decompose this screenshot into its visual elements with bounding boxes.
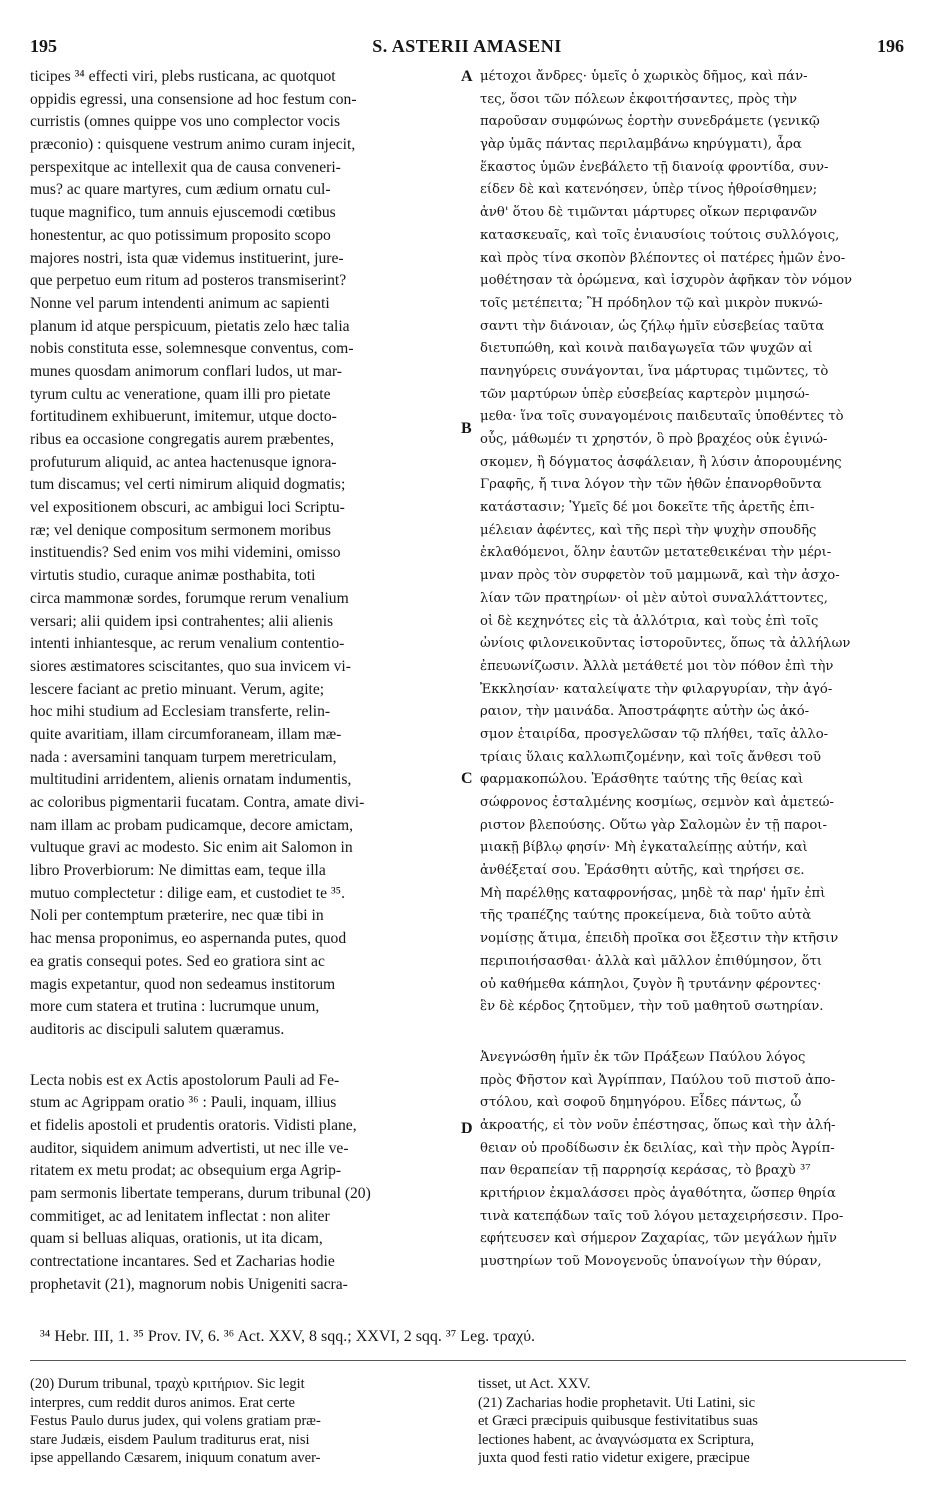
note-line: (20) Durum tribunal, τραχὺ κριτήριον. Sic legit — [30, 1376, 305, 1392]
greek-text-line: μέτοχοι ἄνδρες· ὑμεῖς ὁ χωρικὸς δῆμος, καὶ πάν- — [480, 69, 808, 84]
margin-letter-c: C — [461, 770, 473, 787]
greek-text-line: Γραφῆς, ἤ τινα λόγον τὴν τῶν ἠθῶν ἐπανορθοῦντα — [480, 477, 822, 493]
latin-text-line: intenti inhiantesque, ac rerum venalium contentio- — [30, 635, 345, 653]
latin-text-line: mutuo complectetur : dilige eam, et custodiet te ³⁵. — [30, 884, 345, 902]
latin-block-2 — [30, 1070, 455, 1297]
latin-text-line: oppidis egressi, una consensione ad hoc festum con- — [30, 90, 357, 108]
greek-text-line: Ἀνεγνώσθη ἡμῖν ἐκ τῶν Πράξεων Παύλου λόγος — [480, 1049, 806, 1065]
latin-text-line: magis expetantur, quod non sedeamus institorum — [30, 975, 336, 993]
greek-text-line: κατασκευαῖς, καὶ τοῖς ἐνιαυσίοις τούτοις συλλόγοις, — [480, 227, 840, 243]
greek-text-line: οὖς, μάθωμέν τι χρηστόν, ὃ πρὸ βραχέος οὐκ ἐγινώ- — [480, 432, 828, 447]
greek-text-line: σώφρονος ἐσταλμένης κοσμίως, σεμνὸν καὶ ἀμετεώ- — [480, 795, 834, 810]
latin-text-line: vultuque gravi ac modesto. Sic enim ait Salomon in — [30, 839, 353, 857]
greek-text-line: ὠνίοις φιλονεικοῦντας ἱστοροῦντες, ὅπως τὰ ἀλλήλων — [480, 636, 851, 652]
margin-letter-a: A — [461, 68, 473, 85]
latin-text-line: munes quosdam animorum conflari ludos, ut mar- — [30, 362, 342, 380]
margin-letter-d: D — [461, 1120, 473, 1137]
greek-text-line: μέλειαν ἀφέντες, καὶ τῆς περὶ τὴν ψυχὴν σπουδῆς — [480, 522, 817, 538]
footnote-rule — [30, 1360, 906, 1361]
greek-text-line: Ἐκκλησίαν· καταλείψατε τὴν φιλαργυρίαν, τὴν ἀγό- — [480, 681, 833, 697]
footnote-references: ³⁴ Hebr. III, 1. ³⁵ Prov. IV, 6. ³⁶ Act. XXV, 8 sqq.; XXVI, 2 sqq. ³⁷ Leg. τραχύ. — [40, 1328, 535, 1345]
greek-text-line: τῶν μαρτύρων ὑπὲρ εὐσεβείας καρτερὸν μιμησώ- — [480, 386, 810, 402]
greek-text-line: ἀνθ' ὅτου δὲ τιμῶνται μάρτυρες οἴκων περιφανῶν — [480, 205, 818, 221]
latin-text-line: pam sermonis libertate temperans, durum tribunal (20) — [30, 1185, 371, 1202]
latin-text-line: Noli per contemptum præterire, nec quæ tibi in — [30, 907, 324, 925]
greek-text-line: οὐ καθήμεθα κάπηλοι, ζυγὸν ἢ τρυτάνην φέροντες· — [480, 976, 822, 992]
greek-text-line: τινὰ κατεπᾴδων ταῖς τοῦ λόγου μεταχειρήσεσιν. Προ- — [480, 1208, 844, 1224]
latin-text-line: ræ; vel denique compositum sermonem moribus — [30, 521, 332, 539]
greek-text-line: ριστον βλεπούσης. Οὕτω γὰρ Σαλομὼν ἐν τῇ παροι- — [480, 817, 827, 833]
latin-text-line: prophetavit (21), magnorum nobis Unigeniti sacra- — [30, 1275, 348, 1293]
greek-text-line: τοῖς μετέπειτα; Ἢ πρόδηλον τῷ καὶ μικρὸν πυκνώ- — [480, 295, 823, 311]
running-title: S. ASTERII AMASENI — [372, 36, 562, 56]
greek-text-line: οἱ δὲ κεχηνότες εἰς τὰ ἀλλότρια, καὶ τοὺς ἐπὶ τοῖς — [480, 613, 819, 629]
greek-text-line: εφήτευσεν καὶ σήμερον Ζαχαρίας, τῶν μεγάλων ἡμῖν — [480, 1231, 837, 1247]
latin-text-line: libro Proverbiorum: Ne dimittas eam, teque illa — [30, 862, 326, 880]
latin-text-line: vel expositionem obscuri, ac ambigui loci Scriptu- — [30, 499, 345, 517]
greek-text-line: σμον ἑταιρίδα, προσγελῶσαν τῷ πλήθει, ταῖς ἀλλο- — [480, 726, 829, 742]
page-number-left: 195 — [30, 36, 57, 56]
greek-text-line: ἀκροατής, εἰ τὸν νοῦν ἐπέστησας, ὅπως καὶ τὴν ἀλή- — [480, 1117, 836, 1133]
editor-notes-right — [478, 1375, 906, 1468]
latin-text-line: ea gratis consequi potes. Sed eo gratiora sint ac — [30, 952, 325, 970]
greek-column — [480, 66, 906, 1274]
greek-text-line: σαντι τὴν διάνοιαν, ὡς ζήλῳ ἡμῖν εὐσεβείας ταῦτα — [480, 318, 825, 334]
latin-text-line: fortitudinem exhibuerunt, imitemur, utque docto- — [30, 408, 337, 426]
greek-text-line: μναν πρὸς τὸν συρφετὸν τοῦ μαμμωνᾶ, καὶ τὴν ἀσχο- — [480, 568, 840, 584]
note-line: stare Judæis, eisdem Paulum traditurus erat, nisi — [30, 1431, 310, 1448]
greek-text-line: μεθα· ἵνα τοῖς συναγομένοις παιδευταῖς ὑποθέντες τὸ — [480, 409, 844, 425]
note-line: ipse appellando Cæsarem, iniquum conatum aver- — [30, 1450, 321, 1466]
greek-text-line: ἓν δὲ κέρδος ζητοῦμεν, τὴν τοῦ μαθητοῦ σωτηρίαν. — [480, 999, 824, 1015]
latin-text-line: auditoris ac discipuli salutem quæramus. — [30, 1020, 285, 1038]
latin-text-line: honestentur, ac quo potissimum proposito scopo — [30, 226, 331, 244]
greek-text-line: μιακῇ βίβλῳ φησίν· Μὴ ἐγκαταλείπῃς αὐτήν, καὶ — [480, 840, 808, 856]
latin-text-line: mus? ac quare martyres, cum ædium ornatu cul- — [30, 181, 331, 199]
latin-text-line: hac mensa proponimus, eo aspernanda putes, quod — [30, 930, 347, 948]
greek-text-line: καὶ πρὸς τίνα σκοπὸν βλέποντες οἱ πατέρες ἡμῶν ἐνο- — [480, 250, 846, 266]
latin-text-line: et fidelis apostoli et prudentis oratoris. Vidisti plane, — [30, 1116, 357, 1134]
latin-text-line: tuque magnifico, tum annuis ejuscemodi cœtibus — [30, 204, 336, 222]
greek-text-line: ἀνθέξεταί σου. Ἐράσθητι αὐτῆς, καὶ τηρήσει σε. — [480, 863, 805, 879]
note-line: lectiones habent, ac ἀναγνώσματα ex Scriptura, — [478, 1431, 755, 1448]
greek-text-line: τρίαις ὕλαις καλλωπιζομένην, καὶ τοῖς ἄνθεσι τοῦ — [480, 749, 821, 765]
greek-text-line: γὰρ ὑμᾶς πάντας περιλαμβάνω κηρύγματι), ἆρα — [480, 137, 802, 153]
greek-text-line: πανηγύρεις συνάγονται, ἵνα μάρτυρας τιμῶντες, τὸ — [480, 363, 829, 379]
greek-text-line: παν θεραπείαν τῇ παρρησίᾳ κεράσας, τὸ βραχὺ ³⁷ — [480, 1163, 811, 1179]
note-line: juxta quod festi ratio videtur exigere, præcipue — [478, 1450, 750, 1466]
latin-text-line: perspexitque ac intellexit qua de causa conveneri- — [30, 158, 341, 176]
latin-text-line: ticipes ³⁴ effecti viri, plebs rusticana, ac quotquot — [30, 68, 336, 85]
greek-text-line: πρὸς Φῆστον καὶ Ἀγρίππαν, Παύλου τοῦ πιστοῦ ἀπο- — [480, 1072, 836, 1088]
note-line: (21) Zacharias hodie prophetavit. Uti Latini, sic — [478, 1394, 756, 1411]
latin-text-line: curristis (omnes quippe vos uno complector vocis — [30, 113, 341, 131]
latin-text-line: auditor, siquidem animum advertisti, ut nec ille ve- — [30, 1139, 349, 1157]
greek-text-line: Μὴ παρέλθῃς καταφρονήσας, μηδὲ τὰ παρ' ἡμῖν ἐπὶ — [480, 885, 826, 901]
latin-text-line: quam si belluas aliquas, orationis, ut ita dicam, — [30, 1230, 323, 1248]
latin-text-line: que perpetuo eum ritum ad posteros transmiserint? — [30, 272, 347, 290]
latin-text-line: commitiget, ac ad lenitatem inflectat : non aliter — [30, 1207, 330, 1225]
latin-text-line: planum id atque perspicuum, pietatis zelo hæc talia — [30, 317, 350, 335]
greek-text-line: κατάστασιν; Ὑμεῖς δέ μοι δοκεῖτε τῆς ἀρετῆς ἐπι- — [480, 500, 815, 516]
editor-notes-left — [30, 1375, 462, 1468]
latin-text-line: profuturum aliquid, ac antea hactenusque ignora- — [30, 453, 337, 471]
latin-text-line: ritatem ex metu prodat; ac obsequium erga Agrip- — [30, 1162, 342, 1180]
latin-text-line: tyrum cultu ac veneratione, quam illi pro pietate — [30, 385, 331, 403]
greek-text-line: τες, ὅσοι τῶν πόλεων ἐκφοιτήσαντες, πρὸς τὴν — [480, 91, 797, 107]
greek-block-2 — [480, 1047, 906, 1274]
latin-text-line: Lecta nobis est ex Actis apostolorum Pauli ad Fe- — [30, 1071, 340, 1089]
note-line: et Græci præcipuis quibusque festivitatibus suas — [478, 1413, 758, 1429]
latin-text-line: versari; alii quidem ipsi contrahentes; alii alienis — [30, 612, 334, 630]
latin-text-line: nada : aversamini tanquam turpem meretriculam, — [30, 748, 337, 766]
latin-text-line: majores nostri, ista quæ videmus instituerint, jure- — [30, 249, 344, 267]
greek-text-line: ραιον, τὴν μαινάδα. Ἀποστράφητε αὐτὴν ὡς ἀκό- — [480, 704, 810, 720]
greek-text-line: στόλου, καὶ σοφοῦ δημηγόρου. Εἶδες πάντως, ὦ — [480, 1095, 802, 1111]
latin-text-line: nobis constituta esse, solemnesque conventus, com- — [30, 340, 354, 358]
greek-text-line: μοθέτησαν τὰ ὁρώμενα, καὶ ἰσχυρὸν ἀφῆκαν τὸν νόμον — [480, 273, 853, 289]
greek-text-line: ἕκαστος ὑμῶν ἐνεβάλετο τῇ διανοίᾳ φροντίδα, συν- — [480, 159, 829, 175]
greek-text-line: ἐπευωνίζωσιν. Ἀλλὰ μετάθετέ μοι τὸν πόθον ἐπὶ τὴν — [480, 658, 834, 674]
note-line: interpres, cum reddit duros animos. Erat certe — [30, 1394, 295, 1411]
greek-text-line: μυστηρίων τοῦ Μονογενοῦς ὑπανοίγων τὴν θύραν, — [480, 1254, 822, 1270]
greek-text-line: είδεν δὲ καὶ κατενόησεν, ὑπὲρ τίνος ἠθροίσθημεν; — [480, 182, 818, 198]
latin-block-1 — [30, 66, 455, 1042]
latin-text-line: ribus ea occasione congregatis aurem præbentes, — [30, 431, 334, 448]
greek-text-line: θειαν οὐ προδίδωσιν ἐκ δειλίας, καὶ τὴν πρὸς Ἀγρίπ- — [480, 1140, 835, 1156]
note-line: Festus Paulo durus judex, qui volens gratiam præ- — [30, 1413, 321, 1429]
latin-text-line: ac coloribus pigmentarii fucatam. Contra, amate divi- — [30, 794, 365, 811]
page-number-right: 196 — [877, 36, 904, 56]
greek-text-line: λίαν τῶν πρατηρίων· οἱ μὲν αὐτοὶ συναλλάττοντες, — [480, 590, 828, 606]
greek-text-line: φαρμακοπώλου. Ἐράσθητε ταύτης τῆς θείας καὶ — [480, 772, 804, 788]
latin-text-line: instituendis? Sed enim vos mihi videmini, omisso — [30, 544, 341, 562]
greek-text-line: διετυπώθη, καὶ κοινὰ παιδαγωγεῖα τῶν ψυχῶν αἱ — [480, 341, 813, 357]
latin-text-line: præconio) : quisquene vestrum animo curam injecit, — [30, 136, 356, 154]
note-line: tisset, ut Act. XXV. — [478, 1376, 591, 1392]
greek-block-1 — [480, 66, 906, 1019]
latin-text-line: Nonne vel parum intendenti animum ac sapienti — [30, 294, 330, 312]
running-header — [30, 36, 904, 58]
greek-text-line: περιποιήσασθαι· ἀλλὰ καὶ μᾶλλον ἐπιθύμησον, ὅτι — [480, 953, 823, 969]
latin-text-line: circa mammonæ sordes, forumque rerum venalium — [30, 589, 349, 607]
latin-text-line: lescere faciant ac pretio minuant. Verum, agite; — [30, 680, 325, 698]
latin-text-line: virtutis studio, curaque animæ posthabita, toti — [30, 567, 316, 585]
latin-text-line: nam illam ac probam pudicamque, decore amictam, — [30, 816, 354, 834]
greek-text-line: τῆς τραπέζης ταύτης προκείμενα, διὰ τοῦτο αὐτὰ — [480, 908, 812, 924]
greek-text-line: ἐκλαθόμενοι, ὅλην ἑαυτῶν μετατεθεικέναι τὴν μέρι- — [480, 545, 832, 561]
margin-letter-b: B — [461, 420, 472, 437]
latin-text-line: quite avaritiam, illam circumforaneam, illam mæ- — [30, 725, 342, 743]
greek-text-line: παροῦσαν συμφώνως ἑορτὴν συνεδράμετε (γενικῷ — [480, 114, 820, 130]
greek-text-line: σκομεν, ἢ δόγματος ἀσφάλειαν, ἢ λύσιν ἀπορουμένης — [480, 454, 842, 470]
latin-text-line: hoc mihi studium ad Ecclesiam transferte, relin- — [30, 703, 331, 721]
latin-text-line: tum discamus; vel certi nimirum aliquid dogmatis; — [30, 476, 346, 494]
latin-text-line: siores æstimatores sciscitantes, quo sua invicem vi- — [30, 657, 351, 675]
latin-text-line: contrectatione incantares. Sed et Zacharias hodie — [30, 1253, 335, 1271]
latin-text-line: more cum statera et trutina : lucrumque unum, — [30, 998, 320, 1016]
greek-text-line: κριτήριον ἐκμαλάσσει πρὸς ἀγαθότητα, ὥσπερ θηρία — [480, 1186, 836, 1201]
latin-text-line: multitudini arridentem, alienis ornatam indumentis, — [30, 771, 352, 789]
greek-text-line: νομίσῃς ἄτιμα, ἐπειδὴ προῖκα σοι ἔξεστιν τὴν κτῆσιν — [480, 931, 839, 947]
latin-text-line: stum ac Agrippam oratio ³⁶ : Pauli, inquam, illius — [30, 1094, 337, 1112]
latin-column — [30, 66, 455, 1296]
